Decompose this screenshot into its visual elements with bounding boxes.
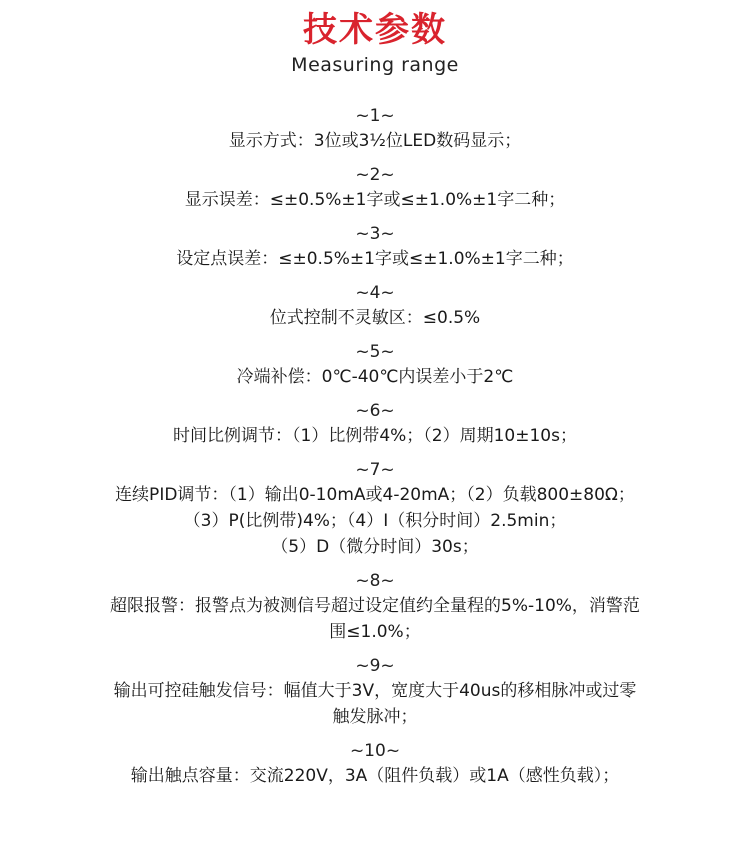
spec-text: 连续PID调节：（1）输出0-10mA或4-20mA；（2）负载800±80Ω；	[115, 485, 635, 505]
spec-text: （3）P(比例带)4%；（4）I（积分时间）2.5min；	[183, 511, 567, 531]
spec-text: 冷端补偿：0℃-40℃内误差小于2℃	[236, 367, 514, 387]
spec-text: 显示方式：3位或3½位LED数码显示；	[228, 131, 522, 151]
spec-text: 超限报警：报警点为被测信号超过设定值约全量程的5%-10%，消警范	[110, 596, 640, 616]
spec-text: （5）D（微分时间）30s；	[271, 537, 479, 557]
spec-number: ~1~	[355, 106, 395, 126]
spec-number: ~7~	[355, 460, 395, 480]
spec-item-1	[40, 104, 710, 154]
spec-item-7	[40, 458, 710, 560]
spec-item-4	[40, 281, 710, 331]
spec-number: ~10~	[349, 741, 401, 761]
spec-number: ~9~	[355, 656, 395, 676]
spec-text: 输出触点容量：交流220V，3A（阻件负载）或1A（感性负载）；	[130, 766, 620, 786]
page-title: 技术参数	[303, 10, 447, 50]
spec-text: 围≤1.0%；	[329, 622, 421, 642]
spec-list	[40, 95, 710, 789]
spec-text: 显示误差：≤±0.5%±1字或≤±1.0%±1字二种；	[184, 190, 566, 210]
spec-number: ~2~	[355, 165, 395, 185]
spec-text: 触发脉冲；	[332, 707, 418, 727]
spec-text: 位式控制不灵敏区：≤0.5%	[269, 308, 481, 328]
spec-item-8	[40, 569, 710, 645]
spec-item-2	[40, 163, 710, 213]
spec-number: ~3~	[355, 224, 395, 244]
spec-item-10	[40, 739, 710, 789]
spec-number: ~8~	[355, 571, 395, 591]
spec-item-5	[40, 340, 710, 390]
spec-item-9	[40, 654, 710, 730]
spec-text: 设定点误差：≤±0.5%±1字或≤±1.0%±1字二种；	[176, 249, 574, 269]
spec-number: ~4~	[355, 283, 395, 303]
spec-text: 时间比例调节：（1）比例带4%；（2）周期10±10s；	[173, 426, 577, 446]
spec-item-6	[40, 399, 710, 449]
spec-item-3	[40, 222, 710, 272]
page-subtitle: Measuring range	[291, 54, 459, 76]
spec-text: 输出可控硅触发信号：幅值大于3V，宽度大于40us的移相脉冲或过零	[113, 681, 637, 701]
spec-number: ~5~	[355, 342, 395, 362]
spec-number: ~6~	[355, 401, 395, 421]
